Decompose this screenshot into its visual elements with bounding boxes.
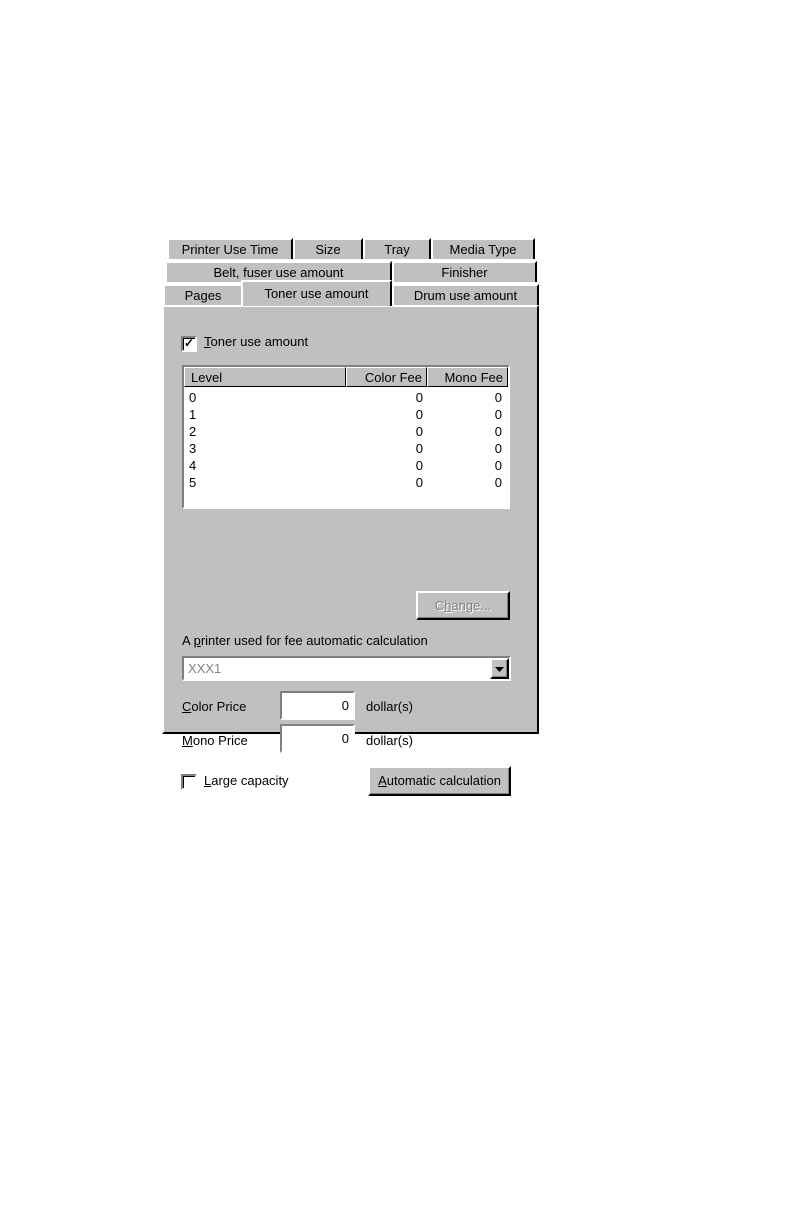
toner-properties-panel bbox=[162, 237, 539, 788]
mono-fee-cell: 0 bbox=[494, 441, 502, 456]
mono-fee-cell: 0 bbox=[494, 475, 502, 490]
color-price-label: Color Price bbox=[182, 699, 247, 714]
tab-label: Size bbox=[315, 242, 341, 257]
printer-select-value: XXX1 bbox=[188, 661, 222, 676]
automatic-calculation-button[interactable] bbox=[368, 766, 511, 796]
mono-price-value: 0 bbox=[341, 731, 349, 746]
automatic-calculation-label: Automatic calculation bbox=[378, 773, 501, 788]
color-fee-cell: 0 bbox=[415, 458, 423, 473]
tab-tray[interactable] bbox=[363, 238, 431, 259]
tab-label: Printer Use Time bbox=[181, 242, 279, 257]
tab-pages[interactable] bbox=[163, 284, 243, 305]
tab-label: Media Type bbox=[449, 242, 517, 257]
dropdown-button[interactable] bbox=[490, 658, 509, 679]
toner-label-rest: oner use amount bbox=[210, 334, 309, 349]
tab-media-type[interactable] bbox=[431, 238, 535, 259]
column-header-level[interactable]: Level bbox=[184, 367, 346, 387]
column-header-color-fee[interactable]: Color Fee bbox=[346, 367, 427, 387]
table-row[interactable] bbox=[184, 440, 504, 458]
column-header-mono-fee[interactable]: Mono Fee bbox=[427, 367, 508, 387]
tab-belt-fuser[interactable] bbox=[165, 261, 392, 282]
large-capacity-checkbox[interactable] bbox=[181, 774, 197, 790]
table-row[interactable] bbox=[184, 474, 504, 492]
table-row[interactable] bbox=[184, 406, 504, 424]
color-fee-cell: 0 bbox=[415, 475, 423, 490]
color-fee-cell: 0 bbox=[415, 407, 423, 422]
level-cell: 5 bbox=[189, 475, 197, 490]
tab-content bbox=[162, 305, 539, 788]
color-price-value: 0 bbox=[341, 698, 349, 713]
level-cell: 1 bbox=[189, 407, 197, 422]
mono-price-label: Mono Price bbox=[182, 733, 248, 748]
color-price-unit: dollar(s) bbox=[366, 699, 413, 714]
tab-printer-use-time[interactable] bbox=[167, 238, 293, 259]
color-fee-cell: 0 bbox=[415, 390, 423, 405]
toner-use-amount-checkbox[interactable]: ✓ bbox=[181, 336, 197, 352]
table-row[interactable] bbox=[184, 423, 504, 441]
mono-fee-cell: 0 bbox=[494, 424, 502, 439]
printer-select[interactable] bbox=[182, 656, 511, 681]
change-button[interactable] bbox=[416, 591, 510, 620]
tab-label: Drum use amount bbox=[413, 288, 518, 303]
mono-price-input[interactable] bbox=[280, 724, 355, 753]
change-button-label: Change... bbox=[434, 598, 492, 613]
color-fee-cell: 0 bbox=[415, 441, 423, 456]
mono-price-unit: dollar(s) bbox=[366, 733, 413, 748]
tab-size[interactable] bbox=[293, 238, 363, 259]
mono-fee-cell: 0 bbox=[494, 458, 502, 473]
tab-label: Tray bbox=[384, 242, 410, 257]
toner-use-amount-label: Toner use amount bbox=[204, 334, 309, 349]
printer-select-label: A printer used for fee automatic calculation bbox=[182, 633, 428, 648]
level-cell: 4 bbox=[189, 458, 197, 473]
mono-fee-cell: 0 bbox=[494, 390, 502, 405]
tab-label: Finisher bbox=[441, 265, 488, 280]
chevron-down-icon bbox=[492, 660, 507, 677]
toner-level-table[interactable] bbox=[182, 365, 510, 509]
color-price-input[interactable] bbox=[280, 691, 355, 720]
mono-fee-cell: 0 bbox=[494, 407, 502, 422]
tab-label: Pages bbox=[184, 288, 222, 303]
table-row[interactable] bbox=[184, 389, 504, 407]
level-cell: 3 bbox=[189, 441, 197, 456]
tab-label: Belt, fuser use amount bbox=[213, 265, 344, 280]
tab-label: Toner use amount bbox=[264, 286, 369, 301]
tab-toner-use-amount[interactable] bbox=[241, 280, 392, 306]
level-cell: 0 bbox=[189, 390, 197, 405]
level-cell: 2 bbox=[189, 424, 197, 439]
large-capacity-label: Large capacity bbox=[204, 773, 289, 788]
tab-finisher[interactable] bbox=[392, 261, 537, 282]
color-fee-cell: 0 bbox=[415, 424, 423, 439]
table-row[interactable] bbox=[184, 457, 504, 475]
tab-drum-use-amount[interactable] bbox=[392, 284, 539, 305]
